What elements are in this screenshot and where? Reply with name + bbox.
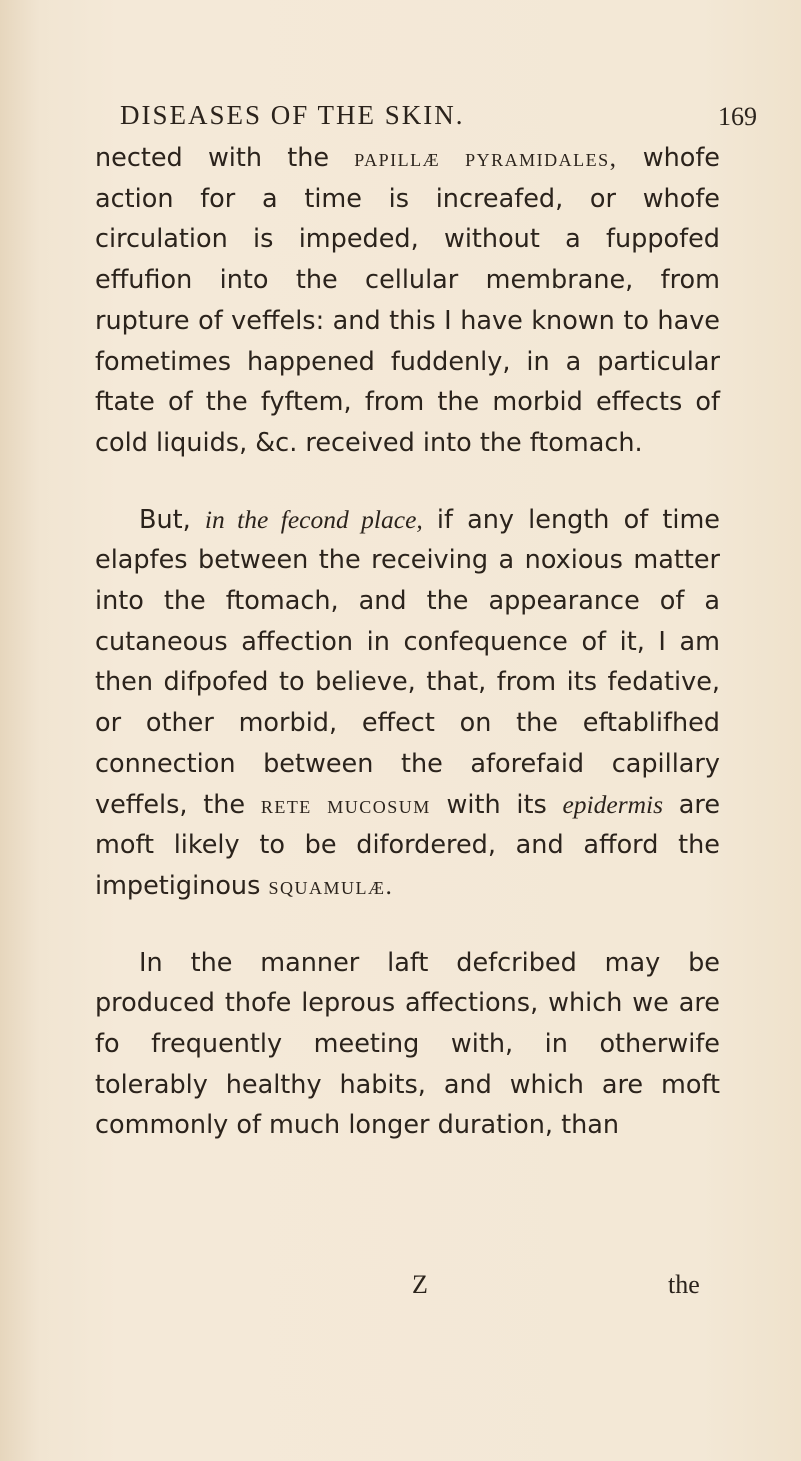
p2-text-4: are moft likely to be difordered, and afford the impetiginous [95, 789, 721, 901]
body-text [95, 138, 720, 1146]
paragraph-1 [95, 138, 720, 464]
p2-italic-2: epidermis [562, 789, 664, 819]
p2-text-1: But, [139, 504, 205, 535]
page-footer [0, 1270, 801, 1310]
p2-smallcaps-1: rete mucosum [260, 789, 431, 819]
catchword: the [668, 1270, 700, 1299]
paragraph-2 [95, 500, 720, 907]
p2-text-3: with its [430, 789, 563, 820]
signature-mark: Z [412, 1270, 428, 1299]
running-head: DISEASES OF THE SKIN. [120, 100, 465, 130]
p1-text-1: nected with the [95, 143, 355, 173]
p3-text-1: In the manner laft defcribed may be produced thofe leprous affections, which we are fo frequently meeting with, in otherwife tolerably healthy habits, and which are moft commonly of much longer duration, than [95, 947, 720, 1141]
page-number: 169 [718, 102, 757, 131]
p2-text-2: if any length of time elapfes between the receiving a noxious matter into the ftomach, and the appearance of a cutaneous affection in confequence of it, I am then difpofed to believe, that, from its fedative, or other morbid, effect on the eftablifhed connection between the aforefaid capillary veffels, the [95, 504, 720, 820]
p2-smallcaps-2: squamulæ. [268, 870, 394, 900]
page-header [0, 100, 801, 140]
p1-text-2: whofe action for a time is increafed, or whofe circulation is impeded, without a fuppofed effufion into the cellular membrane, from rupture of veffels: and this I have known to have fometimes happened fuddenly, in a particular ftate of the fyftem, from the morbid effects of cold liquids, &c. received into the ftomach. [95, 143, 720, 458]
p1-smallcaps-1: papillæ pyramidales, [354, 143, 618, 172]
paragraph-3 [95, 943, 720, 1147]
p2-italic-1: in the fecond place, [204, 504, 423, 534]
